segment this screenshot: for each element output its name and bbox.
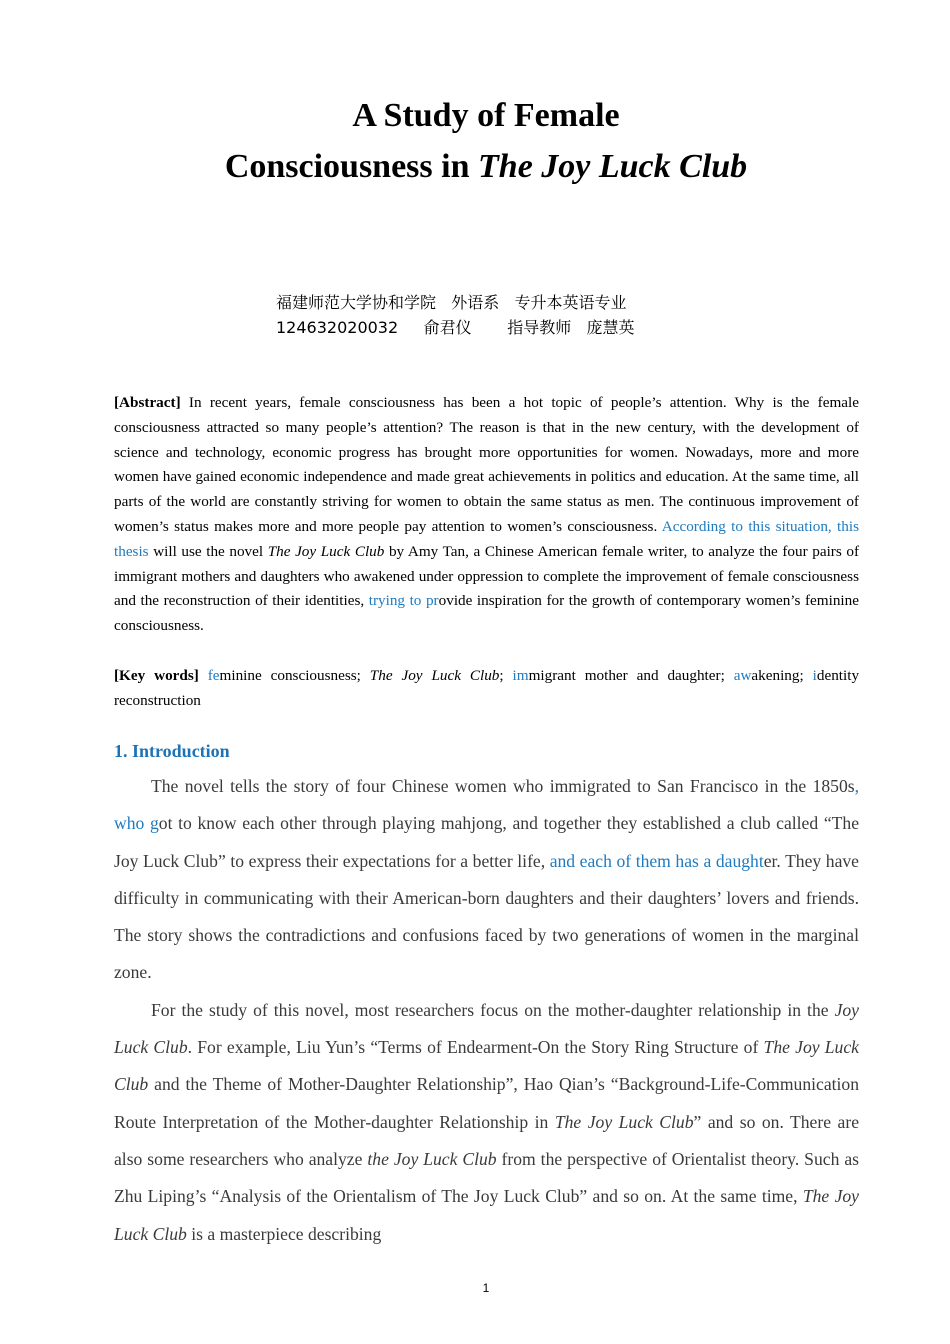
keyword-highlight: fe <box>207 667 220 684</box>
keyword-text: akening; <box>751 667 813 684</box>
keyword-text: minine consciousness; <box>219 667 370 684</box>
abstract-highlight: trying to pr <box>368 592 439 610</box>
abstract-text: will use the novel <box>148 542 268 560</box>
abstract <box>114 391 859 639</box>
section-heading-introduction: 1. Introduction <box>114 741 230 761</box>
abstract-label: [Abstract] <box>114 394 181 411</box>
abstract-text: by Amy Tan, a Chinese American female writer, to analyze the four pairs of immigrant mothers and daughters who awakened under oppression to complete the improvement of female consciousness and the reconstruction of their identities, <box>114 542 860 610</box>
abstract-book-name: The Joy Luck Club <box>267 542 385 560</box>
author-id-advisor: 124632020032 俞君仪 指导教师 庞慧英 <box>276 318 635 337</box>
title-line-2 <box>0 141 950 193</box>
keyword-book-name: The Joy Luck Club <box>369 667 500 684</box>
keyword-highlight: im <box>512 667 529 684</box>
title-prefix: Consciousness in <box>224 148 479 185</box>
abstract-text: ovide inspiration for the growth of contemporary women’s feminine consciousness. <box>114 592 859 635</box>
keyword-highlight: i <box>812 667 817 684</box>
paragraph-2: For the study of this novel, most researchers focus on the mother-daughter relationship in the Joy Luck Club. For example, Liu Yun’s “Terms of Endearment-On the Story Ring Structure of The Joy Luck Club and the Theme of Mother-Daughter Relationship”, Hao Qian’s “Background-Life-Communication Route Interpretation of the Mother-daughter Relationship in The Joy Luck Club” and so on. There are also some researchers who analyze the Joy Luck Club from the perspective of Orientalist theory. Such as Zhu Liping’s “Analysis of the Orientalism of The Joy Luck Club” and so on. At the same time, The Joy Luck Club is a masterpiece describing <box>114 999 860 1244</box>
keyword-text: ; <box>499 667 513 684</box>
author-affiliation: 福建师范大学协和学院 外语系 专升本英语专业 <box>276 293 627 312</box>
title-book-name: The Joy Luck Club <box>478 148 748 185</box>
keywords-label: [Key words] <box>114 667 199 684</box>
keyword-text: migrant mother and daughter; <box>528 667 734 684</box>
abstract-highlight: According to this situation, this thesis <box>114 517 859 560</box>
title-line-1: A Study of Female <box>352 97 620 134</box>
keyword-highlight: aw <box>733 667 752 684</box>
introduction-body <box>114 768 859 1253</box>
keyword-text: dentity reconstruction <box>114 667 860 709</box>
abstract-text: In recent years, female consciousness has been a hot topic of people’s attention. Why is the female consciousness attracted so many people’s attention? The reason is that in the new century, with the development of science and technology, economic progress has brought more opportunities for women. Nowadays, more and more women have gained economic independence and made great achievements in politics and education. At the same time, all parts of the world are constantly striving for women to obtain the same status as men. The continuous improvement of women’s status makes more and more people pay attention to women’s consciousness. <box>114 394 859 535</box>
page-number: 1 <box>482 1281 490 1295</box>
paragraph-1: The novel tells the story of four Chinese women who immigrated to San Francisco in the 1850s, who got to know each other through playing mahjong, and together they established a club called “The Joy Luck Club” to express their expectations for a better life, and each of them has a daughter. They have difficulty in communicating with their American-born daughters and their daughters’ lovers and friends. The story shows the contradictions and confusions faced by two generations of women in the marginal zone. <box>114 776 860 983</box>
keywords <box>114 664 859 714</box>
